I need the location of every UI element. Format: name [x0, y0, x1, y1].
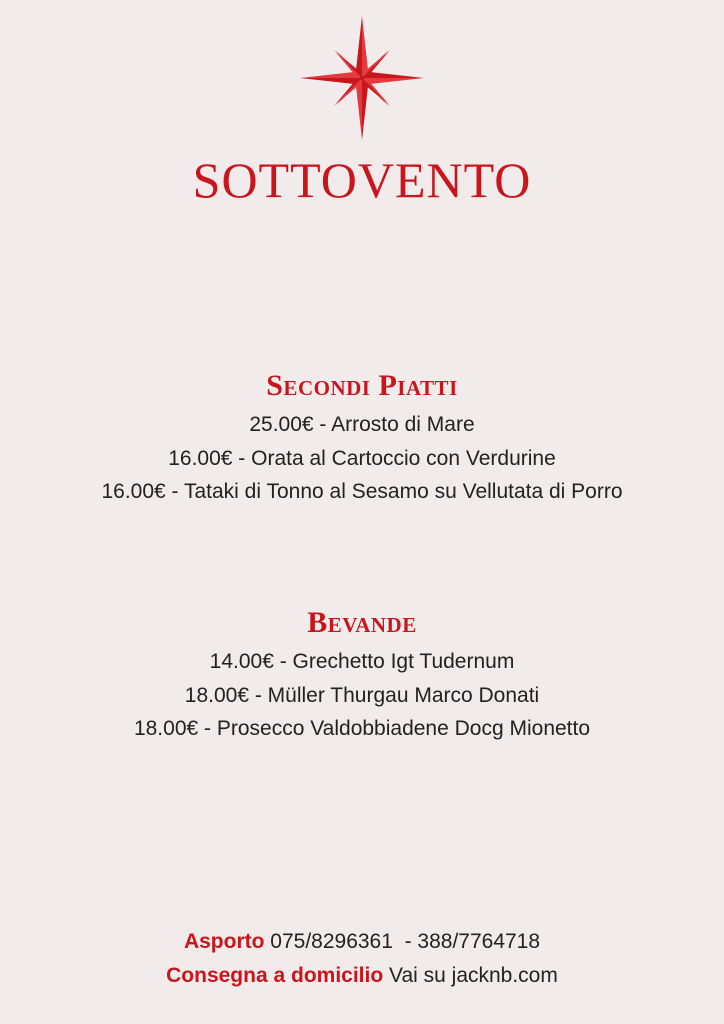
section-title: Bevande	[307, 606, 417, 639]
menu-item: 16.00€ - Tataki di Tonno al Sesamo su Vellutata di Porro	[101, 480, 623, 503]
menu-item: 18.00€ - Müller Thurgau Marco Donati	[184, 683, 540, 707]
compass-rose-icon	[298, 14, 426, 142]
menu-item: 18.00€ - Prosecco Valdobbiadene Docg Mionetto	[133, 717, 591, 740]
menu-item: 14.00€ - Grechetto Igt Tudernum	[209, 650, 515, 673]
section-bevande	[0, 603, 724, 746]
takeaway-line	[0, 925, 724, 959]
takeaway-label: Asporto	[183, 930, 265, 953]
delivery-label: Consegna a domicilio	[166, 964, 384, 987]
section-title: Secondi Piatti	[266, 369, 458, 402]
section-secondi-piatti	[0, 366, 724, 509]
delivery-text: Vai su jacknb.com	[383, 964, 558, 987]
menu-item: 25.00€ - Arrosto di Mare	[249, 413, 475, 436]
contact-footer	[0, 925, 724, 993]
restaurant-name: SOTTOVENTO	[192, 152, 532, 208]
delivery-line	[0, 959, 724, 993]
takeaway-phones: 075/8296361 - 388/7764718	[264, 930, 541, 953]
menu-item: 16.00€ - Orata al Cartoccio con Verdurine	[168, 446, 556, 470]
